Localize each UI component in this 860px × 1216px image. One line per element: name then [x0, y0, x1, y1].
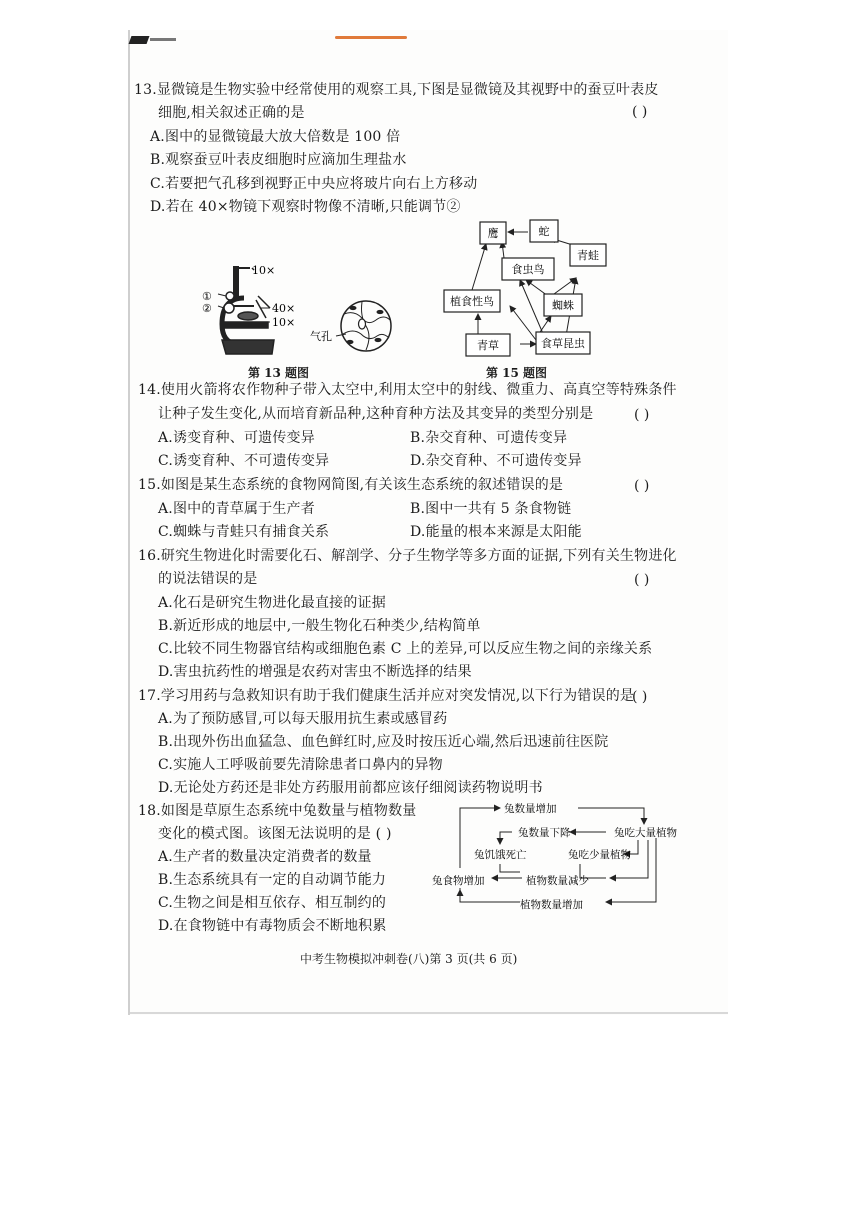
- q18-option-b: B.生态系统具有一定的自动调节能力: [158, 872, 387, 888]
- stoma-label: 气孔: [310, 330, 332, 343]
- node-spider: 蜘蛛: [552, 299, 574, 312]
- q14-stem-line1: 14.使用火箭将农作物种子带入太空中,利用太空中的射线、微重力、高真空等特殊条件: [138, 382, 677, 398]
- q16-option-d: D.害虫抗药性的增强是农药对害虫不断选择的结果: [158, 664, 472, 680]
- coarse-focus-mark: ①: [202, 290, 212, 303]
- q14-option-d: D.杂交育种、不可遗传变异: [410, 453, 582, 469]
- scan-mark: [150, 38, 176, 41]
- page-footer: 中考生物模拟冲刺卷(八)第 3 页(共 6 页): [300, 952, 518, 966]
- node-grass: 青草: [477, 339, 499, 352]
- q13-answer-paren: ( ): [632, 104, 648, 120]
- eyepiece-label: 10×: [252, 264, 276, 277]
- field-of-view-circle: [336, 301, 391, 351]
- q18-option-c: C.生物之间是相互依存、相互制约的: [158, 895, 387, 911]
- q17-option-d: D.无论处方药还是非处方药服用前都应该仔细阅读药物说明书: [158, 780, 543, 796]
- objective-40-label: 40×: [272, 302, 296, 315]
- q15-option-d: D.能量的根本来源是太阳能: [410, 524, 582, 540]
- plant-decrease-label: 植物数量减少: [526, 875, 589, 887]
- rabbit-decrease-label: 兔数量下降: [518, 827, 571, 839]
- q16-stem-line2: 的说法错误的是: [158, 571, 258, 587]
- q13-option-c: C.若要把气孔移到视野正中央应将玻片向右上方移动: [150, 176, 478, 192]
- q15-option-b: B.图中一共有 5 条食物链: [410, 501, 572, 517]
- figure-13: [196, 256, 416, 360]
- q13-option-b: B.观察蚕豆叶表皮细胞时应滴加生理盐水: [150, 152, 407, 168]
- objective-10-label: 10×: [272, 316, 296, 329]
- figure-15-food-web: [436, 216, 636, 362]
- q15-answer-paren: ( ): [634, 478, 650, 494]
- scan-mark: [335, 36, 407, 39]
- q17-option-b: B.出现外伤出血猛急、血色鲜红时,应及时按压近心端,然后迅速前往医院: [158, 734, 609, 750]
- node-herbivore-bird: 植食性鸟: [450, 295, 494, 308]
- q16-option-a: A.化石是研究生物进化最直接的证据: [158, 595, 386, 611]
- q18-stem-line1: 18.如图是草原生态系统中兔数量与植物数量: [138, 803, 417, 819]
- figure-15-caption: 第 15 题图: [486, 366, 548, 380]
- q17-stem: 17.学习用药与急救知识有助于我们健康生活并应对突发情况,以下行为错误的是: [138, 688, 635, 704]
- q17-answer-paren: ( ): [632, 689, 648, 705]
- rabbit-food-increase-label: 兔食物增加: [432, 875, 485, 887]
- q18-option-d: D.在食物链中有毒物质会不断地积累: [158, 918, 387, 934]
- node-frog: 青蛙: [577, 249, 599, 262]
- rabbit-eat-many-label: 兔吃大量植物: [614, 827, 677, 839]
- q13-stem-line2: 细胞,相关叙述正确的是: [158, 105, 305, 121]
- microscope-illustration: [218, 266, 274, 354]
- q15-stem: 15.如图是某生态系统的食物网简图,有关该生态系统的叙述错误的是: [138, 477, 564, 493]
- rabbit-eat-few-label: 兔吃少量植物: [568, 849, 631, 861]
- q14-option-c: C.诱变育种、不可遗传变异: [158, 453, 330, 469]
- q14-answer-paren: ( ): [634, 407, 650, 423]
- scan-mark: [129, 36, 150, 44]
- q18-option-a: A.生产者的数量决定消费者的数量: [158, 849, 372, 865]
- figure-13-caption: 第 13 题图: [248, 366, 310, 380]
- q17-option-a: A.为了预防感冒,可以每天服用抗生素或感冒药: [158, 711, 448, 727]
- q17-option-c: C.实施人工呼吸前要先清除患者口鼻内的异物: [158, 757, 443, 773]
- q13-stem-line1: 13.显微镜是生物实验中经常使用的观察工具,下图是显微镜及其视野中的蚕豆叶表皮: [134, 82, 659, 98]
- node-eagle: 鹰: [487, 227, 499, 240]
- q16-stem-line1: 16.研究生物进化时需要化石、解剖学、分子生物学等多方面的证据,下列有关生物进化: [138, 548, 677, 564]
- q16-option-c: C.比较不同生物器官结构或细胞色素 C 上的差异,可以反应生物之间的亲缘关系: [158, 641, 653, 657]
- rabbit-increase-label: 兔数量增加: [504, 803, 557, 815]
- node-insect: 食草昆虫: [541, 337, 585, 350]
- q14-option-b: B.杂交育种、可遗传变异: [410, 430, 568, 446]
- node-insect-bird: 食虫鸟: [511, 263, 545, 276]
- q15-option-c: C.蜘蛛与青蛙只有捕食关系: [158, 524, 330, 540]
- q16-answer-paren: ( ): [634, 572, 650, 588]
- q13-option-a: A.图中的显微镜最大放大倍数是 100 倍: [150, 129, 401, 145]
- fine-focus-mark: ②: [202, 302, 212, 315]
- plant-increase-label: 植物数量增加: [520, 899, 583, 911]
- q18-stem-line2: 变化的模式图。该图无法说明的是 ( ): [158, 826, 392, 842]
- page-edge: [128, 30, 130, 1015]
- page-edge-bottom: [130, 1012, 728, 1014]
- rabbit-starve-label: 兔饥饿死亡: [474, 849, 527, 861]
- q14-option-a: A.诱变育种、可遗传变异: [158, 430, 315, 446]
- q13-option-d: D.若在 40×物镜下观察时物像不清晰,只能调节②: [150, 199, 461, 215]
- q16-option-b: B.新近形成的地层中,一般生物化石种类少,结构简单: [158, 618, 481, 634]
- q14-stem-line2: 让种子发生变化,从而培育新品种,这种育种方法及其变异的类型分别是: [158, 406, 594, 422]
- figure-18-feedback-diagram: [430, 798, 690, 916]
- node-snake: 蛇: [538, 225, 550, 238]
- q15-option-a: A.图中的青草属于生产者: [158, 501, 315, 517]
